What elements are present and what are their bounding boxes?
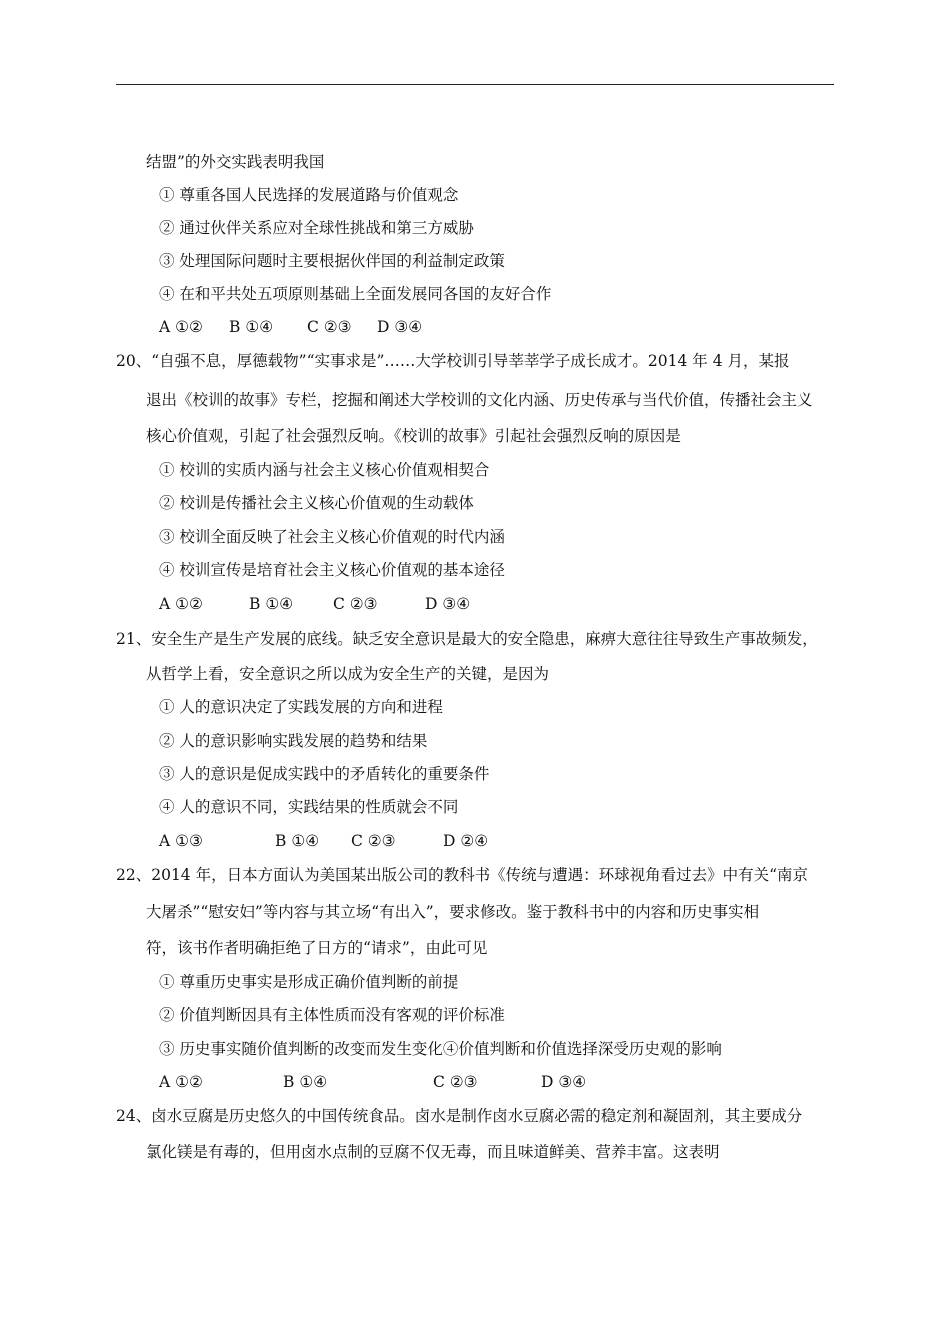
q21-stem-line-2: 从哲学上看，安全意识之所以成为安全生产的关键，是因为 <box>146 665 550 683</box>
q20-stem-line-1: 20、“自强不息，厚德载物”“实事求是”……大学校训引导莘莘学子成长成才。2014 年 4 月，某报 <box>116 352 790 370</box>
q19-option-2: ② 通过伙伴关系应对全球性挑战和第三方威胁 <box>159 219 474 237</box>
q20-choice-a: A ①② <box>159 595 203 613</box>
q21-stem-line-1: 21、安全生产是生产发展的底线。缺乏安全意识是最大的安全隐患，麻痹大意往往导致生产事故频发， <box>116 630 818 648</box>
header-rule <box>116 84 834 85</box>
q22-stem-line-3: 符，该书作者明确拒绝了日方的“请求”，由此可见 <box>146 939 488 957</box>
q20-choice-c: C ②③ <box>333 595 378 613</box>
q20-choices <box>159 594 470 614</box>
q20-option-1: ① 校训的实质内涵与社会主义核心价值观相契合 <box>159 461 490 479</box>
q22-option-3: ③ 历史事实随价值判断的改变而发生变化④价值判断和价值选择深受历史观的影响 <box>159 1040 722 1058</box>
q21-choice-a: A ①③ <box>159 832 203 850</box>
q19-choice-d: D ③④ <box>377 318 423 336</box>
q20-choice-b: B ①④ <box>249 595 294 613</box>
q22-choices <box>159 1072 586 1092</box>
q21-choices <box>159 831 488 851</box>
q22-option-1: ① 尊重历史事实是形成正确价值判断的前提 <box>159 973 459 991</box>
q20-stem-line-2: 退出《校训的故事》专栏，挖掘和阐述大学校训的文化内涵、历史传承与当代价值，传播社会主义 <box>146 391 813 409</box>
q20-choice-d: D ③④ <box>425 595 471 613</box>
q19-choice-a: A ①② <box>159 318 203 336</box>
q19-option-4: ④ 在和平共处五项原则基础上全面发展同各国的友好合作 <box>159 285 552 303</box>
q21-choice-b: B ①④ <box>275 832 320 850</box>
q20-option-3: ③ 校训全面反映了社会主义核心价值观的时代内涵 <box>159 528 505 546</box>
q22-stem-line-2: 大屠杀”“慰安妇”等内容与其立场“有出入”，要求修改。鉴于教科书中的内容和历史事实相 <box>146 903 760 921</box>
q19-choice-c: C ②③ <box>307 318 352 336</box>
q19-option-1: ① 尊重各国人民选择的发展道路与价值观念 <box>159 186 459 204</box>
q21-choice-d: D ②④ <box>443 832 489 850</box>
q20-stem-line-3: 核心价值观，引起了社会强烈反响。《校训的故事》引起社会强烈反响的原因是 <box>146 427 681 445</box>
q21-option-3: ③ 人的意识是促成实践中的矛盾转化的重要条件 <box>159 765 490 783</box>
q22-choice-a: A ①② <box>159 1073 203 1091</box>
q19-choice-b: B ①④ <box>229 318 274 336</box>
q22-choice-d: D ③④ <box>541 1073 587 1091</box>
q22-choice-c: C ②③ <box>433 1073 478 1091</box>
q24-stem-line-2: 氯化镁是有毒的，但用卤水点制的豆腐不仅无毒，而且味道鲜美、营养丰富。这表明 <box>146 1143 720 1161</box>
q20-option-2: ② 校训是传播社会主义核心价值观的生动载体 <box>159 494 474 512</box>
q21-option-1: ① 人的意识决定了实践发展的方向和进程 <box>159 698 443 716</box>
q20-option-4: ④ 校训宣传是培育社会主义核心价值观的基本途径 <box>159 561 505 579</box>
q21-option-4: ④ 人的意识不同，实践结果的性质就会不同 <box>159 798 459 816</box>
q24-stem-line-1: 24、卤水豆腐是历史悠久的中国传统食品。卤水是制作卤水豆腐必需的稳定剂和凝固剂，其主要成分 <box>116 1107 803 1125</box>
q19-option-3: ③ 处理国际问题时主要根据伙伴国的利益制定政策 <box>159 252 505 270</box>
q22-choice-b: B ①④ <box>283 1073 328 1091</box>
q21-option-2: ② 人的意识影响实践发展的趋势和结果 <box>159 732 428 750</box>
q21-choice-c: C ②③ <box>351 832 396 850</box>
q19-choices <box>159 317 422 337</box>
q22-stem-line-1: 22、2014 年，日本方面认为美国某出版公司的教科书《传统与遭遇：环球视角看过去》中有关“南京 <box>116 866 809 884</box>
q19-stem: 结盟”的外交实践表明我国 <box>146 153 325 171</box>
q22-option-2: ② 价值判断因具有主体性质而没有客观的评价标准 <box>159 1006 505 1024</box>
